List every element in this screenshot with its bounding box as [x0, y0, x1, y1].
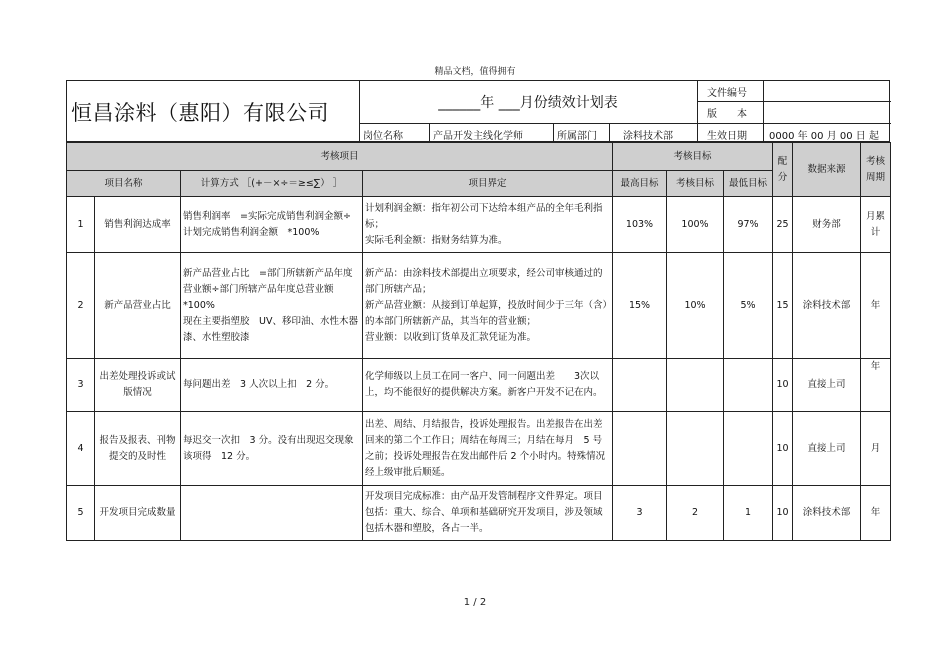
- row-name: 新产品营业占比: [95, 253, 181, 359]
- group-kpi-header: 考核项目: [67, 143, 613, 171]
- source-header: 数据来源: [793, 143, 861, 197]
- effective-value: 0000 年 00 月 00 日 起: [769, 131, 879, 142]
- row-method: 销售利润率 =实际完成销售利润金额÷计划完成销售利润金额 *100%: [181, 197, 363, 253]
- row-min: 5%: [724, 253, 773, 359]
- row-no: 5: [67, 486, 95, 541]
- row-no: 2: [67, 253, 95, 359]
- row-definition: 计划利润金额：指年初公司下达给本组产品的全年毛利指标； 实际毛利金额：指财务结算为准。: [363, 197, 613, 253]
- version-label: 版 本: [707, 109, 747, 120]
- row-weight: 10: [773, 412, 793, 486]
- row-no: 4: [67, 412, 95, 486]
- row-name: 报告及报表、刊物提交的及时性: [95, 412, 181, 486]
- table-row: [67, 486, 891, 541]
- col-min-header: 最低目标: [724, 171, 773, 197]
- col-definition-header: 项目界定: [363, 171, 613, 197]
- row-source: 涂料技术部: [793, 253, 861, 359]
- row-min: [724, 412, 773, 486]
- row-source: 直接上司: [793, 412, 861, 486]
- row-weight: 15: [773, 253, 793, 359]
- row-min: 1: [724, 486, 773, 541]
- row-definition: 开发项目完成标准：由产品开发管制程序文件界定。项目包括：重大、综合、单项和基础研究开发项目，涉及领域包括木器和塑胶，各占一半。: [363, 486, 613, 541]
- col-name-header: 项目名称: [67, 171, 181, 197]
- row-period: 年: [861, 486, 891, 541]
- row-target: [667, 359, 724, 412]
- dept-value: 涂料技术部: [623, 131, 673, 142]
- row-source: 直接上司: [793, 359, 861, 412]
- row-max: 3: [613, 486, 667, 541]
- kpi-table: [66, 142, 891, 541]
- row-name: 销售利润达成率: [95, 197, 181, 253]
- position-label: 岗位名称: [363, 131, 403, 142]
- period-header: 考核周期: [861, 143, 891, 197]
- dept-label: 所属部门: [557, 131, 597, 142]
- row-no: 1: [67, 197, 95, 253]
- row-min: [724, 359, 773, 412]
- row-target: 10%: [667, 253, 724, 359]
- group-target-header: 考核目标: [613, 143, 773, 171]
- weight-header: 配分: [773, 143, 793, 197]
- effective-label: 生效日期: [707, 131, 747, 142]
- row-target: [667, 412, 724, 486]
- table-row: [67, 253, 891, 359]
- row-method: [181, 486, 363, 541]
- row-period: 年: [861, 253, 891, 359]
- plan-title: ______年 ___月份绩效计划表: [438, 95, 618, 111]
- row-max: [613, 359, 667, 412]
- row-max: 103%: [613, 197, 667, 253]
- row-period: 月累计: [861, 197, 891, 253]
- row-target: 100%: [667, 197, 724, 253]
- row-name: 出差处理投诉或试版情况: [95, 359, 181, 412]
- col-method-header: 计算方式 ［(+－×÷＝≥≤∑） ］: [181, 171, 363, 197]
- row-weight: 25: [773, 197, 793, 253]
- row-period: 月: [861, 412, 891, 486]
- col-max-header: 最高目标: [613, 171, 667, 197]
- row-source: 涂料技术部: [793, 486, 861, 541]
- row-target: 2: [667, 486, 724, 541]
- row-weight: 10: [773, 486, 793, 541]
- row-max: [613, 412, 667, 486]
- row-name: 开发项目完成数量: [95, 486, 181, 541]
- row-weight: 10: [773, 359, 793, 412]
- position-value: 产品开发主线化学师: [433, 131, 523, 142]
- company-name: 恒昌涂料（惠阳）有限公司: [71, 101, 329, 125]
- row-method: 每迟交一次扣 3 分。没有出现迟交现象该项得 12 分。: [181, 412, 363, 486]
- row-definition: 化学师级以上员工在同一客户、同一问题出差 3次以上，均不能很好的提供解决方案。新客户开发不记在内。: [363, 359, 613, 412]
- row-source: 财务部: [793, 197, 861, 253]
- table-row: [67, 412, 891, 486]
- row-method: 新产品营业占比 =部门所辖新产品年度营业额÷部门所辖产品年度总营业额 *100% 现在主要指塑胶 UV、移印油、水性木器漆、水性塑胶漆: [181, 253, 363, 359]
- row-max: 15%: [613, 253, 667, 359]
- col-target-header: 考核目标: [667, 171, 724, 197]
- row-no: 3: [67, 359, 95, 412]
- doc-no-label: 文件编号: [707, 88, 747, 99]
- table-row: [67, 359, 891, 412]
- header-block: [66, 80, 890, 142]
- row-definition: 出差、周结、月结报告，投诉处理报告。出差报告在出差回来的第二个工作日；周结在每周三；月结在每月 5 号之前；投诉处理报告在发出邮件后 2 个小时内。特殊情况经上级审批后顺延。: [363, 412, 613, 486]
- page-number: 1 / 2: [463, 597, 487, 608]
- row-min: 97%: [724, 197, 773, 253]
- table-row: [67, 197, 891, 253]
- row-definition: 新产品：由涂料技术部提出立项要求，经公司审核通过的部门所辖产品； 新产品营业额：从接到订单起算，投放时间少于三年（含）的本部门所辖新产品，其当年的营业额； 营业额：以收到订货单及汇款凭证为准。: [363, 253, 613, 359]
- row-period: 年: [861, 359, 891, 412]
- row-method: 每问题出差 3 人次以上扣 2 分。: [181, 359, 363, 412]
- top-note: 精品文档，值得拥有: [434, 67, 516, 77]
